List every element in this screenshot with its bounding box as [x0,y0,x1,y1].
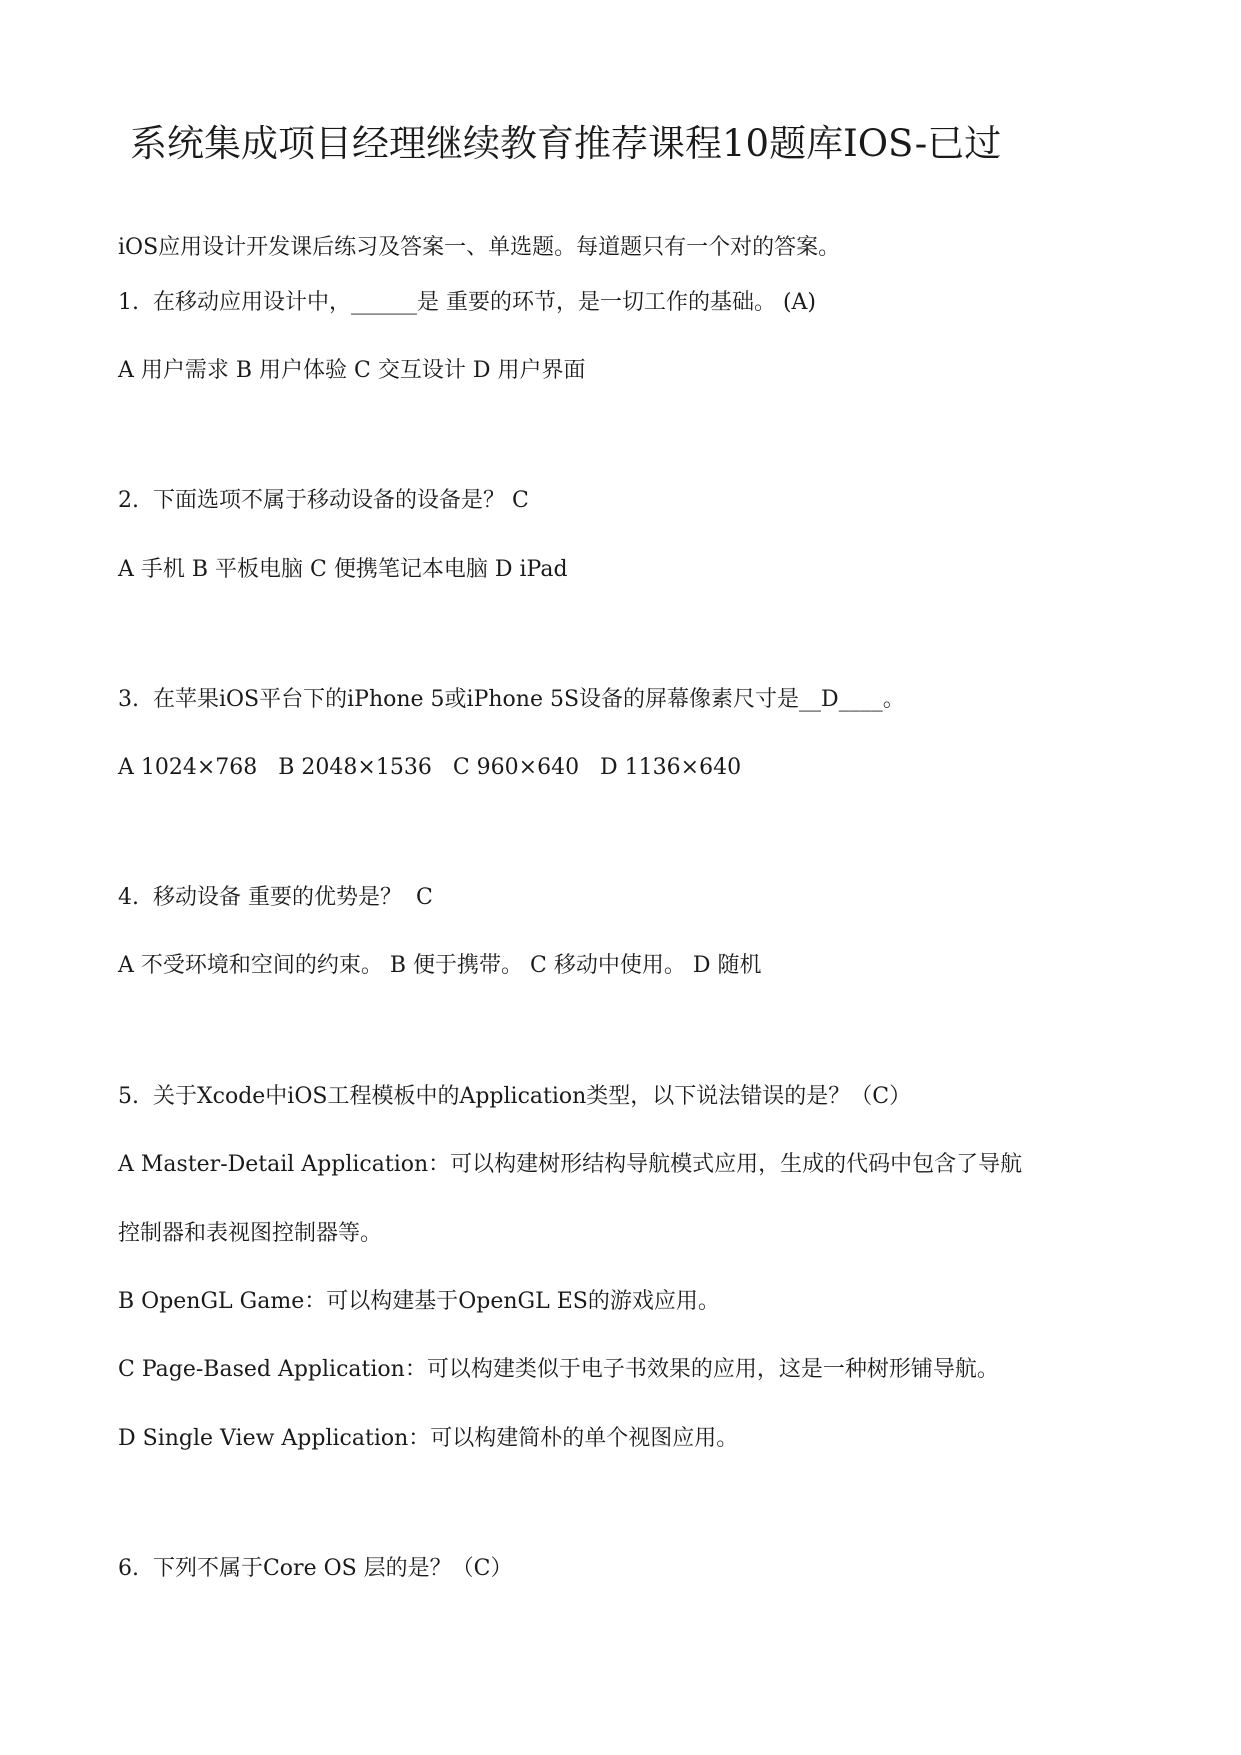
question-4-stem: 4. 移动设备 重要的优势是？ C [118,885,433,910]
question-3-stem: 3. 在苹果iOS平台下的iPhone 5或iPhone 5S设备的屏幕像素尺寸是__D____。 [118,687,905,712]
question-5-stem: 5. 关于Xcode中iOS工程模板中的Application类型，以下说法错误的是？（C） [118,1084,912,1109]
question-3-options: A 1024×768 B 2048×1536 C 960×640 D 1136×640 [118,755,742,780]
question-1-stem: 1. 在移动应用设计中，______是 重要的环节，是一切工作的基础。 (A) [118,290,817,315]
question-4-options: A 不受环境和空间的约束。 B 便于携带。 C 移动中使用。 D 随机 [118,953,762,978]
question-5-option-c: C Page-Based Application：可以构建类似于电子书效果的应用，这是一种树形铺导航。 [118,1357,999,1382]
question-2-options: A 手机 B 平板电脑 C 便携笔记本电脑 D iPad [118,557,568,582]
question-5-option-b: B OpenGL Game：可以构建基于OpenGL ES的游戏应用。 [118,1289,720,1314]
question-5-option-d: D Single View Application：可以构建简朴的单个视图应用。 [118,1426,739,1451]
intro-text: iOS应用设计开发课后练习及答案一、单选题。每道题只有一个对的答案。 [118,235,841,260]
question-5-option-a-continued: 控制器和表视图控制器等。 [118,1221,383,1246]
question-1-options: A 用户需求 B 用户体验 C 交互设计 D 用户界面 [118,358,586,383]
document-title: 系统集成项目经理继续教育推荐课程10题库IOS-已过 [130,122,1002,165]
question-6-stem: 6. 下列不属于Core OS 层的是？（C） [118,1556,513,1581]
question-5-option-a: A Master-Detail Application：可以构建树形结构导航模式应用，生成的代码中包含了导航 [118,1152,1023,1177]
question-2-stem: 2. 下面选项不属于移动设备的设备是？ C [118,488,529,513]
